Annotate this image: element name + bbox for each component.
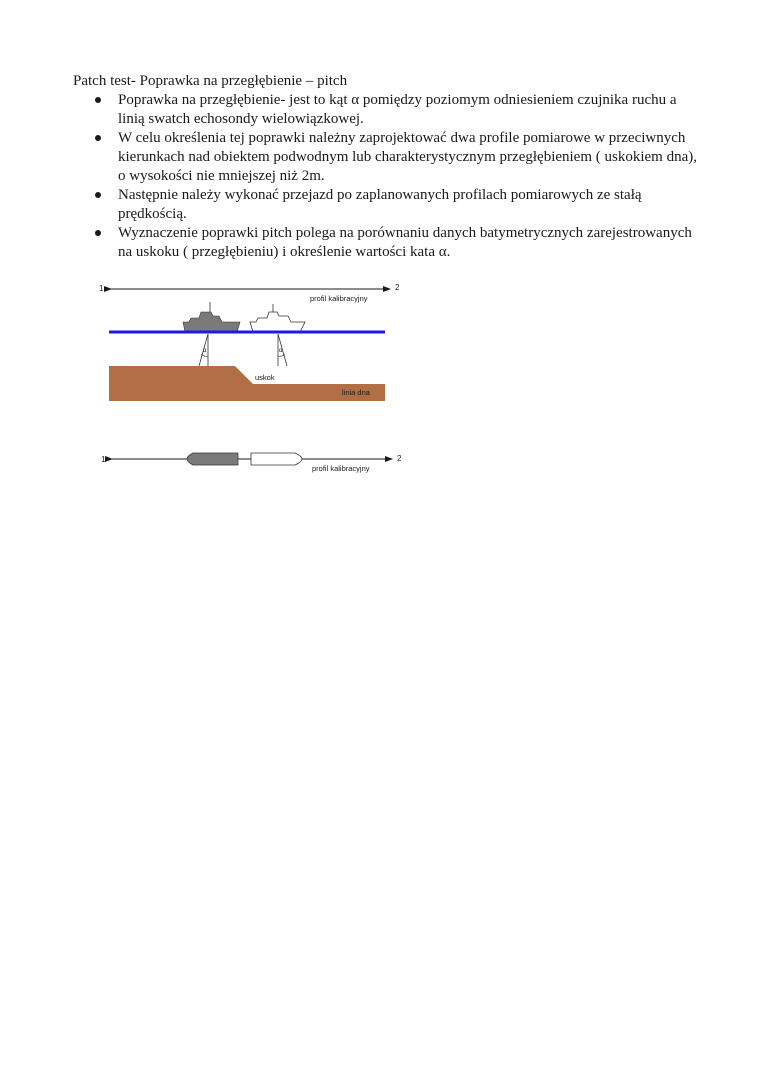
bullet-icon bbox=[95, 135, 101, 141]
bullet-item bbox=[94, 186, 704, 224]
side-view bbox=[99, 283, 400, 401]
page-title: Patch test- Poprawka na przegłębienie – pitch bbox=[73, 73, 348, 89]
bullet-item bbox=[94, 91, 704, 129]
patch-test-figure bbox=[95, 278, 410, 478]
angle-alpha-left: α bbox=[203, 348, 207, 354]
vessel-filled-top bbox=[187, 453, 238, 465]
vessel-outline-top bbox=[251, 453, 302, 465]
beam-left bbox=[199, 334, 208, 366]
bullet-text: W celu określenia tej poprawki należny zaprojektować dwa profile pomiarowe w przeciwnych kierunkach nad obiektem podwodnym lub charakterystycznym przegłębieniem ( uskokiem dna), o wysokości nie mniejszej niż 2m. bbox=[118, 130, 697, 184]
bullet-list bbox=[94, 91, 704, 262]
bullet-text: Następnie należy wykonać przejazd po zaplanowanych profilach pomiarowych ze stałą prędkością. bbox=[118, 187, 642, 222]
profile-label-side: profil kalibracyjny bbox=[310, 294, 368, 303]
point-2-label-side: 2 bbox=[395, 283, 400, 292]
bullet-item bbox=[94, 129, 704, 186]
point-1-label-side: 1 bbox=[99, 284, 104, 293]
profile-label-top: profil kalibracyjny bbox=[312, 464, 370, 473]
angle-alpha-right: α bbox=[279, 348, 283, 354]
top-view bbox=[101, 453, 402, 473]
bullet-icon bbox=[95, 192, 101, 198]
bullet-text: Poprawka na przegłębienie- jest to kąt α pomiędzy poziomym odniesieniem czujnika ruchu a linią swatch echosondy wielowiązkowej. bbox=[118, 92, 677, 127]
beam-right bbox=[278, 334, 287, 366]
point-1-label-top: 1 bbox=[101, 455, 106, 464]
bullet-icon bbox=[95, 230, 101, 236]
bullet-text: Wyznaczenie poprawki pitch polega na porównaniu danych batymetrycznych zarejestrowanych na uskoku ( przegłębieniu) i określenie wartości kata α. bbox=[118, 225, 692, 260]
vessel-outline-side bbox=[250, 304, 305, 332]
seabed-label: linia dna bbox=[342, 388, 370, 397]
step-label: uskok bbox=[255, 373, 275, 382]
patch-test-diagram bbox=[95, 278, 410, 478]
vessel-filled-side bbox=[183, 302, 240, 332]
bullet-item bbox=[94, 224, 704, 262]
bullet-icon bbox=[95, 97, 101, 103]
point-2-label-top: 2 bbox=[397, 454, 402, 463]
